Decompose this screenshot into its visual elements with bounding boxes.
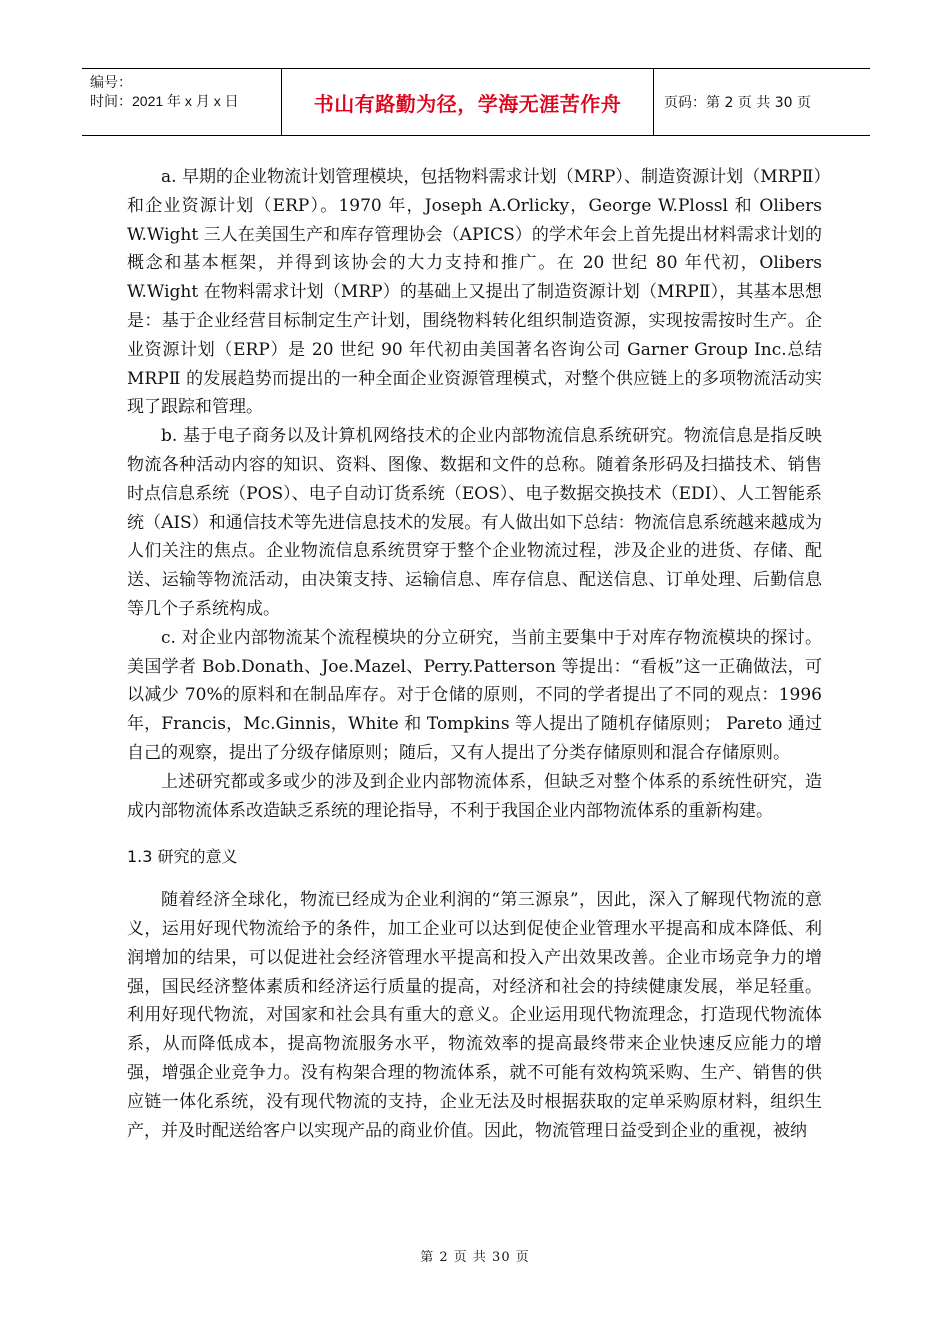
document-body [127, 163, 822, 1145]
header-page-number: 页码：第 2 页 共 30 页 [664, 95, 811, 111]
paragraph-b: b. 基于电子商务以及计算机网络技术的企业内部物流信息系统研究。物流信息是指反映物流各种活动内容的知识、资料、图像、数据和文件的总称。随着条形码及扫描技术、销售时点信息系统（POS）、电子自动订货系统（EOS）、电子数据交换技术（EDI）、人工智能系统（AIS）和通信技术等先进信息技术的发展。有人做出如下总结：物流信息系统越来越成为人们关注的焦点。企业物流信息系统贯穿于整个企业物流过程，涉及企业的进货、存储、配送、运输等物流活动，由决策支持、运输信息、库存信息、配送信息、订单处理、后勤信息等几个子系统构成。 [127, 426, 822, 619]
header-motto: 书山有路勤为径，学海无涯苦作舟 [282, 69, 654, 135]
paragraph-a: a. 早期的企业物流计划管理模块，包括物料需求计划（MRP）、制造资源计划（MRPⅡ）和企业资源计划（ERP）。1970 年，Joseph A.Orlicky，George W.Plossl 和 Olibers W.Wight 三人在美国生产和库存管理协会（APICS）的学术年会上首先提出材料需求计划的概念和基本框架，并得到该协会的大力支持和推广。在 20 世纪 80 年代初，Olibers W.Wight 在物料需求计划（MRP）的基础上又提出了制造资源计划（MRPⅡ），其基本思想是：基于企业经营目标制定生产计划，围绕物料转化组织制造资源，实现按需按时生产。企业资源计划（ERP）是 20 世纪 90 年代初由美国著名咨询公司 Garner Group Inc.总结 MRPⅡ 的发展趋势而提出的一种全面企业资源管理模式，对整个供应链上的多项物流活动实现了跟踪和管理。 [127, 167, 822, 418]
header-meta [82, 69, 282, 135]
paragraph-c: c. 对企业内部物流某个流程模块的分立研究，当前主要集中于对库存物流模块的探讨。美国学者 Bob.Donath、Joe.Mazel、Perry.Patterson 等提出：“看板”这一正确做法，可以减少 70%的原料和在制品库存。对于仓储的原则，不同的学者提出了不同的观点：1996 年，Francis，Mc.Ginnis，White 和 Tompkins 等人提出了随机存储原则； Pareto 通过自己的观察，提出了分级存储原则；随后，又有人提出了分类存储原则和混合存储原则。 [127, 627, 822, 763]
serial-label: 编号： [90, 74, 132, 90]
page-header [82, 68, 870, 136]
page-footer: 第 2 页 共 30 页 [420, 1250, 530, 1265]
paragraph-summary: 上述研究都或多或少的涉及到企业内部物流体系，但缺乏对整个体系的系统性研究，造成内部物流体系改造缺乏系统的理论指导，不利于我国企业内部物流体系的重新构建。 [127, 771, 822, 821]
time-label: 时间：2021 年 x 月 x 日 [90, 93, 239, 109]
paragraph-significance: 随着经济全球化，物流已经成为企业利润的“第三源泉”，因此，深入了解现代物流的意义，运用好现代物流给予的条件，加工企业可以达到促使企业管理水平提高和成本降低、利润增加的结果，可以促进社会经济管理水平提高和投入产出效果改善。企业市场竞争力的增强，国民经济整体素质和经济运行质量的提高，对经济和社会的持续健康发展，举足轻重。利用好现代物流，对国家和社会具有重大的意义。企业运用现代物流理念，打造现代物流体系，从而降低成本，提高物流服务水平，物流效率的提高最终带来企业快速反应能力的增强，增强企业竞争力。没有构架合理的物流体系，就不可能有效构筑采购、生产、销售的供应链一体化系统，没有现代物流的支持，企业无法及时根据获取的定单采购原材料，组织生产，并及时配送给客户以实现产品的商业价值。因此，物流管理日益受到企业的重视，被纳 [127, 890, 822, 1141]
section-heading: 1.3 研究的意义 [127, 847, 238, 867]
